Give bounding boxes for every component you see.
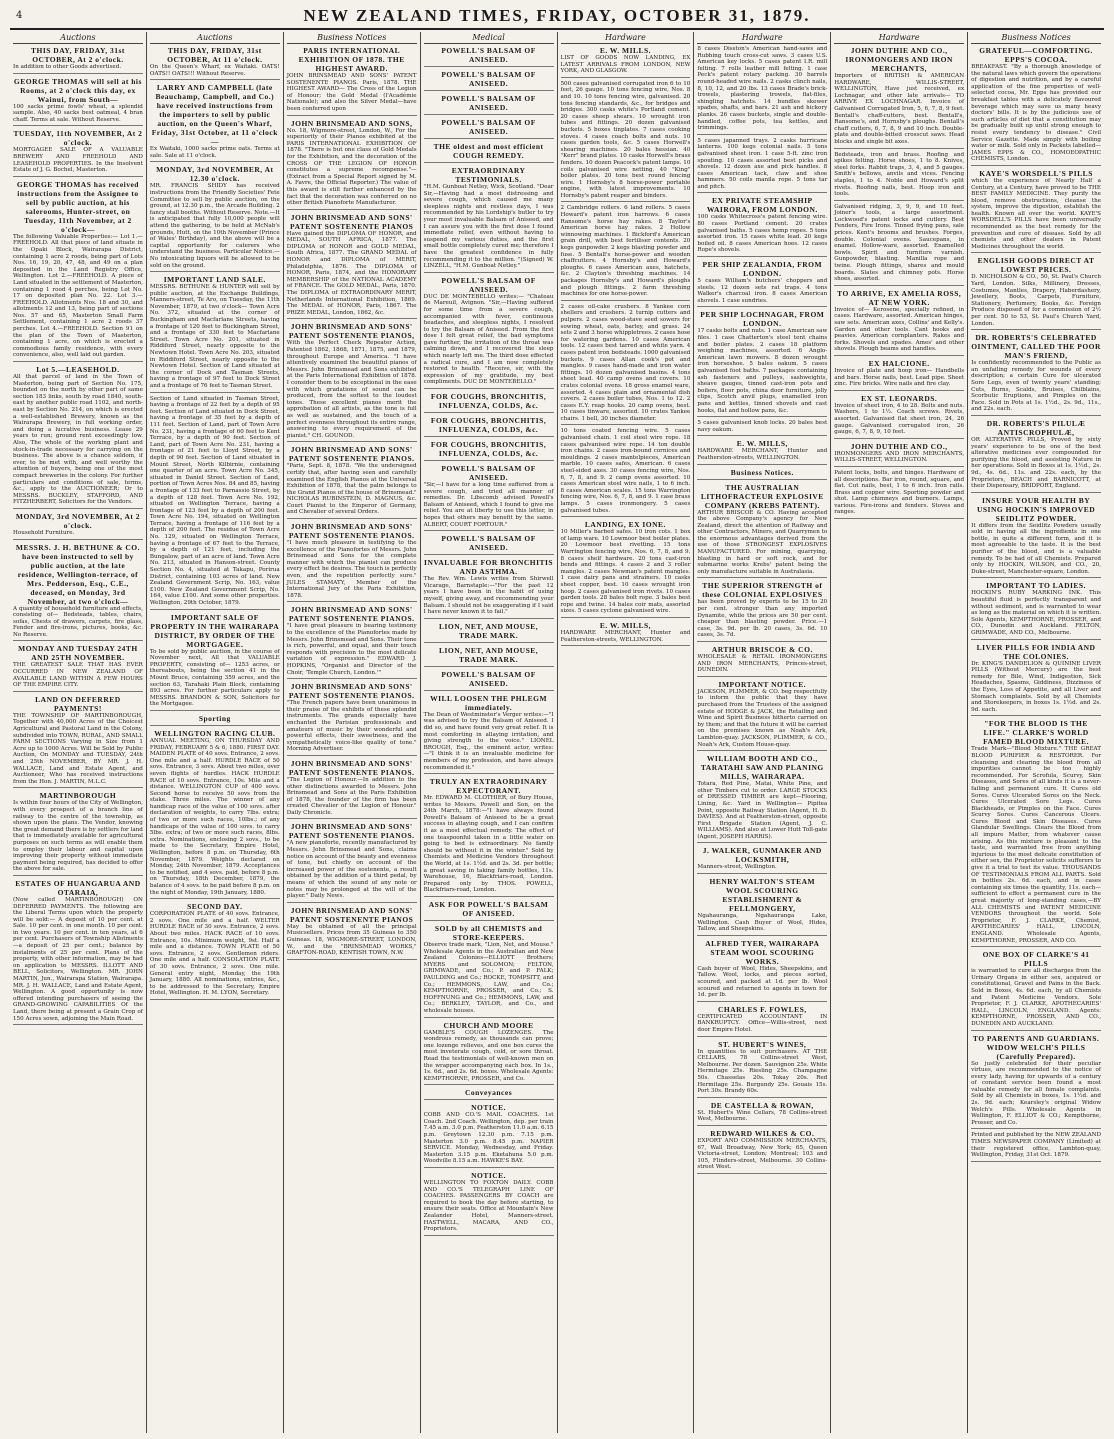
advertisement [697,1005,827,1037]
advertisement [697,877,827,936]
advertisement-body: Ngahauranga, Ngahauranga Lake, Wellington. Cash Buyer of Wool, Hides, Tallow, and Sheepskins. [697,913,828,933]
advertisement-body: Household Furniture. [13,529,75,536]
advertisement-body: THE TOWNSHIP OF MARTINBOROUGH, Together with 40,000 Acres of the Choicest Agricultural and Pastoral Land in the Colony, subdivided into TOWN, RURAL, AND SMALL FARM SECTIONS Varying in Size from 1 Acre up to 1000 Acres. Will be Sold by Public Auction, On MONDAY and TUESDAY, 24th and 25th NOVEMBER, BY MR. J. H. WALLACE, Land and Estate Agent, and Auctioneer, Who has received instructions from the Hon. J. MARTIN, M.L.C. [13,712,143,785]
advertisement-heading: CHURCH AND MOORE [443,1020,534,1030]
advertisement [834,152,964,201]
advertisement [13,77,143,127]
advertisement-body: Bedsteads, iron and brass. Roofing and spikes felting. Horse shoes, 1 to 8. Knives, steel forks. Rabbit traps, 3, 4, and 5 gauges. Smith's bellows, anvils and vices. Fencing staples, 1 to 4. Noble and Howard's split rivets. Roofing nails, best. Hoop iron and tools. [834,151,965,198]
advertisement-heading: JOHN BRINSMEAD AND SONS' PATENT SOSTENENTE PIANOS. [288,758,415,777]
advertisement-body: D. NICHOLSON & CO., 50, St. Paul's Church Yard, London. Silks, Millinery, Dresses, Costumes, Mantles, Drapery, Haberdashery, Jewellery, Boots, Carpets, Furniture, Stationery, Perfumery, Books, &c. Foreign Produce disposed of for a commission of 2½ per cent. 50 to 53, St. Paul's Church Yard, London. [971,274,1101,327]
advertisement-heading: TO ARRIVE, EX AMELIA ROSS, AT NEW YORK. [837,288,962,307]
advertisement-heading: SECOND DAY. [187,902,243,912]
advertisement [697,754,827,843]
advertisement-heading: LION, NET, AND MOUSE, TRADE MARK. [439,621,539,640]
advertisement [424,166,554,273]
advertisement-body: 17 casks bolts and nuts. 1 case American saw files. 1 case Chatterton's steel tent chains and boiler plates. 2 cases 18 platform weighing machines, assorted. 6 Anglo-American lawn mowers. 8 dozen wrought iron horseshoe. 5 bales oakum. 5 cases galvanised foot baths. 7 packages containing ash fasteners and pulleys, sashweights, sheave gauges, tinned cast-iron pots and boilers, floor pots, china door furniture, jolly clips, Scotch anvil plugs, enamelled iron pans and kettles, tinned shovels and cast hooks, flat and hollow pans, &c. [697,328,828,414]
advertisement [834,359,964,391]
advertisement [561,621,691,646]
advertisement-heading: THE oldest and most efficient COUGH REMEDY. [433,142,544,160]
advertisement [13,543,143,642]
advertisement [424,1103,554,1168]
advertisement-body: 500 cases galvanised corrugated iron 6 to 10 feet, 26 gauge. 10 tons fencing wire, Nos. 8 and 10. 10 tons fencing wire, galvanised. 20 tons fencing standards, &c., for bridges and bridges. 300 casks white's Portland cement. 20 cases sheep shears. 10 wrought iron tubes and fittings. 20 dozen galvanised buckets. 5 boxes tinplates. 7 cases cooking stoves. 4 cases coach bolts and nuts. 10 cases garden tools, &c. 5 cases Horwell's shearing machines. 20 bales hessian. 40 "Kerr" brand plates. 10 casks Horwell's brass fenders. 10 dozen Peacock's patent lamps. 10 coils galvanised wire netting. 40 "King" boiler plates. 20 tons best round fencing wire. 1 Hornsby's 8 horse-power portable engine, with latest improvements. 10 Hornsby's patent reaper and binders. [560,80,691,199]
advertisement [150,729,280,899]
advertisement [697,260,827,307]
advertisement-heading: POWELL'S BALSAM OF ANISEED. [441,118,536,136]
advertisement [287,119,417,210]
advertisement-heading: Sporting [198,713,231,723]
advertisement [834,289,964,356]
advertisement-body: MESSRS. BETHUNE & HUNTER will sell by public auction, at the Exchange Buildings, Manners-street, Te Aro, on Tuesday, the 11th November, 1879, at two o'clock— Town Acre No. 372, situated at the corner of Buckingham and Macfarlane Streets, having a frontage of 120 feet to Buckingham Street, and a frontage of 330 feet to Macfarlane Street. Town Acre No. 201, situated in Riddiford Street, nearly opposite to the Newtown Hotel. Town Acre No. 203, situated in Riddiford Street, nearly opposite to the Newtown Hotel. Section of Land situated at the corner of Dock and Tasman Streets, having a frontage of 97 feet to Dock Street and a frontage of 76 feet to Tasman Street. [149,284,280,389]
advertisement-body: MORTGAGEE SALE OF A VALUABLE BREWERY AND FREEHOLD AND LEASEHOLD PROPERTIES. In the Insolvent Estate of J. G. Bochel, Masterton. [13,147,143,174]
advertisement-body: WELLINGTON TO FOXTON DAILY. COBB AND CO.'S TELEGRAPH LINE OF COACHES. PASSENGERS BY COACH are required to book the day before starting, to ensure their seats. Office at Mountain's New Zealander Hotel, Manners-street. HASTWELL, MACARA, AND CO., Proprietors. [423,1180,554,1233]
advertisement-heading: FOR COUGHS, BRONCHITIS, INFLUENZA, COLDS, &c. [430,416,547,435]
advertisement [971,419,1101,493]
advertisement-heading: MONDAY AND TUESDAY 24TH AND 25TH NOVEMBER. [18,644,138,663]
advertisement-body: LIST OF GOODS NOW LANDING, EX LATEST ARRIVALS FROM LONDON, NEW YORK, AND GLASGOW. [560,55,691,75]
advertisement [971,333,1101,416]
advertisement-body: 2 cases oil-cake crushers. 8 Yankee corn shellers and crushers. 2 turnip cutters and pulpers. 2 cases wood-stave seed sowers for sowing wheat, oats, barley, and grass. 24 sets 2 and 3 horse whippletrees. 2 cases hose for watering gardens. 10 cases American tools. 12 cases best tarred and white yarn. 4 cases patent iron bedsteads. 1000 galvanised buckets. 9 cases Allan cook's pot and mangles. 9 cases hand-made and iron water fittings. 10 dozen galvanised basins. 4 tons sheet lead. 40 camp ovens and covers. 10 crates colonial ovens. 18 gross enamel ware, assorted. 4 cases plain and ornamental dish covers. 2 cases boiler tubes, Nos. 1 to 12. 2 cases E.Y. reap hooks. 20 camp ovens, best. 10 cases tinware, assorted. 10 crates Yankee chairs. 1 bell, 30 inches diameter. [560,303,691,422]
advertisement [697,581,827,642]
advertisement-body: 10 tons coated fencing wire. 5 cases galvanised chain. 1 coil steel wire rope. 18 cases galvanised wire rope. 14 ton double iron chains. 2 cases iron-bound cornices and mouldings. 2 cases mantelpieces, American marble. 10 cases safes, American. 6 cases steel-sided axes. 30 cases fencing wire, Nos. 6, 7, 8, and 9. 2 camp ovens assorted. 10 cases American steel wire nails, 1 to 6 inch. 8 cases American scales. 15 tons Warrington fencing wire, Nos. 6, 7, 8, and 9. 1 case brass lamps. 5 cases ironmongery. 5 cases galvanised tubes. [560,428,691,514]
advertisement [287,46,417,116]
advertisement [971,496,1101,579]
advertisement-body: Is confidently recommended to the Public as an unfailing remedy for wounds of every description; a certain Cure for ulcerated Sore Legs, even of twenty years' standing; Cuts, Burns, Scalds, Bruises, Chilblains, Scorbutic Eruptions, and Pimples on the Face. Sold in Pots at 1s. 1½d., 2s. 9d., 11s., and 22s. each. [971,360,1101,413]
advertisement [971,169,1101,254]
advertisement [697,680,827,751]
advertisement [561,46,691,78]
advertisement-body: HARDWARE MERCHANT, Hunter and Featherston-streets, WELLINGTON. [697,448,828,461]
advertisement-heading: POWELL'S BALSAM OF ANISEED. [441,464,536,483]
advertisement [13,879,143,1025]
advertisement-heading: FOR COUGHS, BRONCHITIS, INFLUENZA, COLDS, &c. [430,392,547,411]
advertisement-heading: LANDING, EX IONE. [584,520,666,530]
advertisement-body: BREAKFAST. "By a thorough knowledge of the natural laws which govern the operations of digestion and nutrition, and by a careful application of the fine properties of well-selected cocoa, Mr. Epps has provided our breakfast tables with a delicately flavoured beverage which may save us many heavy doctors' bills. It is by the judicious use of such articles of diet that a constitution may be gradually built up until strong enough to resist every tendency to disease." Civil Service Gazette. Made simply with boiling water or milk. Sold only in Packets labelled— JAMES EPPS & CO., HOMOEOPATHIC CHEMISTS, London. [971,64,1101,163]
advertisement-body: (Now called MARTINBOROUGH) ON DEFERRED PAYMENTS. The following are the Liberal Terms upon which the property will be sold:— A deposit of 10 per cent. at Sale. 10 per cent. in one month. 10 per cent. in two years. 10 per cent. in ten years, at 6 per cent. Purchasers of Township Allotments—a deposit of 25 per cent.; balance by instalments of 25 per cent. Plans of the property, with other information, may be had on application to MESSRS. ILLOTT AND BELL, Solicitors, Wellington. MR. JOHN MARTIN, Jun., Wairarapa Station, Wairarapa. MR. J. H. WALLACE, Land and Estate Agent, Wellington. A good opportunity is now offered intending purchasers of seeing the GRAND-GROWING CAPABILITIES Of the Land, there being at present a Grain Crop of 150 Acres sown, adjoining the Main Road. [13,896,143,1022]
advertisement [424,670,554,691]
advertisement [287,445,417,519]
advertisement-body: Is within four hours of the City of Wellington, with every prospect of a branch line of railway to the centre of the township, as shown upon the plans. The Vendor, knowing the great demand there is by settlers for land that is immediately available for agricultural purposes on such terms as will enable them to employ their labour and capital upon improving their property without immediate payment being required, has decided to offer the above for sale. [13,800,143,873]
advertisement-heading: ESTATES OF HUANGARUA AND OTARAIA, [15,878,141,897]
advertisement-body: DUC DE MONTEBELLO writes:— "Chateau de Mareuil, Avignon. "Sir,—Having suffered for some time from a severe cough, accompanied with fever, continuous headaches, and sleepless nights, I resolved to try the Balsam of Aniseed. From the first dose I felt great relief, the bad symptoms gave further, the irritation of the throat was calming down, and I recovered the sleep which nearly left me. The third dose effected a radical cure, and I am now completely restored to health. "Receive, sir, with the expression of my gratitude, my best compliments. DUC DE MONTEBELLO." [423,293,554,386]
advertisement-body: The following Valuable Properties:— Lot 1.—FREEHOLD. All that piece of land situate in the Opaki Block, Wairarapa District, containing 1 acre 2 roods, being part of Lots Nos. 16, 19, 20, 47, 48, and 49 on a plan deposited in the Land Registry Office, Wellington. Lot 2.—FREEHOLD. A piece of Land situated in the settlement of Masterton, containing 1 rood 4 perches, being Lot No. 17 on deposited plan No. 22. Lot 3.—FREEHOLD. Allotments Nos. 18 and 30, and allotments 12 and 13, being part of sections Nos. 57 and 65, Masterton Small Farm Settlement, containing 1 acre 2 roods 37 perches. Lot 4.—FREEHOLD. Section 91 on the plan of the Town of Masterton, containing 1 acre, on which is erected a commodious family residence, with every convenience, also, well laid out garden. [13,233,143,359]
advertisement-body: Dr. KING'S DANDELION & QUININE LIVER PILLS (Without Mercury) are the best remedy for Bile, Wind, Indigestion, Sick Headaches, Spasms, Giddiness, Dizziness of the Eyes, Loss of Appetite, and all Liver and Stomach complaints. Sold by all Chemists and Storekeepers, in boxes 1s. 1½d. and 2s. 9d. each. [971,660,1101,713]
advertisement-body: is warranted to cure all discharges from the Urinary Organs in either sex, acquired or constitutional, Gravel and Pains in the Back. Sold in Boxes, 4s. 6d. each, by all Chemists and Patent Medicine Vendors. Sole Proprietor, F. J. CLARKE, APOTHECARIES' HALL, LINCOLN, ENGLAND. Agents: KEMPTHORNE, PROSSER, AND CO., DUNEDIN AND AUCKLAND. [971,968,1101,1027]
advertisement-body: "Paris, Sept. 8, 1878. "We the undersigned certify that, after having seen and carefully examined the English Pianos at the Universal Exhibition of 1878, that the palm belongs to the Grand Pianos of the house of Brinsmead." NICHOLAS RUBINSTEIN, D. MAGNUS, &c. Court Pianist to the Emperor of Germany, and Chevalier of several Orders. [286,463,417,516]
advertisement [561,304,691,426]
advertisement [424,534,554,555]
advertisement [834,394,964,439]
advertisement-heading: JOHN BRINSMEAD AND SONS' PATENT SOSTENENTE PIANOS. [288,445,415,464]
advertisement-body: 5 cases galvanised knob locks. 20 bales best navy oakum. [697,420,828,433]
advertisement-body: May be obtained of all the principal Musicsellers. Prices from 35 Guineas to 350 Guineas. 18, WIGMORE-STREET, LONDON, W., and the "BRINSMEAD WORKS," GRAFTON-ROAD, KENTISH TOWN, N.W. [286,923,417,957]
advertisement [971,719,1101,947]
advertisement-heading: WELLINGTON RACING CLUB. [154,728,276,738]
advertisement-heading: DR. ROBERTS'S PILULÆ ANTISCROPHULÆ, [986,418,1086,437]
advertisement [424,694,554,774]
column-5 [558,32,695,1433]
advertisement-heading: LIVER PILLS FOR INDIA AND THE COLONIES. [976,642,1096,661]
advertisement-heading: NOTICE. [471,1103,507,1113]
advertisement-body: Invoice of plate and hoop iron— Handbells and bars. Horse nails, best. Lead pipe. Sheet zinc. Fire bricks. Wire nails and fire clay. [834,367,965,388]
advertisement-heading: ST. HUBERT'S WINES, [718,1039,807,1049]
advertisement-body: Invoice of— Kerosene, specially refined, in cases. Hardware, assorted. American hinges, saw sets. American axes, Collins' and Kelly's. Garden and other tools. Cant hooks and peavies. American cornplanters. Rakes and forks. Shovels and spades. Ames' and other shovels. Plough beams and handles. [834,306,965,353]
advertisement [13,791,143,876]
advertisement-heading: Lot 5.—LEASEHOLD. [36,365,120,375]
advertisement [834,204,964,286]
advertisement [697,1129,827,1174]
advertisement [971,950,1101,1030]
advertisement-heading: JOHN BRINSMEAD AND SONS' PATENT SOSTENENTE PIANOS, [288,322,415,341]
column-header: Hardware [697,32,827,44]
advertisement-body: In quantities to suit purchasers. AT THE CELLARS, 78 Collins-street West, Melbourne. Per dozen. Sauvignon 25s. White Hermitage 25s. Riesling 25s. Champagne 50s. Chasselas 20s. Tokay 20s. Red Hermitage 25s. Burgundy 25s. Gouais 15s. Port 30s. Brandy 60s. [697,1048,828,1095]
column-6 [694,32,831,1433]
advertisement-heading: JOHN BRINSMEAD AND SONS' PATENT SOSTENENTE PIANOS [290,212,414,231]
advertisement [424,440,554,461]
advertisement-body: So justly celebrated for their peculiar virtues, are recommended to the notice of every lady, having for upwards of a century of constant service been found a most valuable remedy for all female complaints. Sold by all Chemists in boxes, 1s. 1½d. and 2s. 9d. each; Kearsley's original Widow Welch's Pills. Wholesale Agents in Wellington, F. ELLIOT & CO.; Kempthorne, Prosser, and Co. [971,1060,1101,1126]
advertisement-body: A quantity of household furniture and effects, consisting of— Bedsteads, tables, chairs, sofas, Chests of drawers, carpets, fire glass, Fender and fire-irons, pictures, books, &c. No Reserve. [13,605,143,638]
advertisement-heading: HENRY WALTON'S STEAM WOOL SCOURING ESTABLISHMENT & FELLMONGERY, [709,877,816,914]
advertisement-body: Importers of BRITISH & AMERICAN HARDWARE, WILLIS-STREET, WELLINGTON, Have just received, ex Lochnagar, and other late arrivals— TO ARRIVE EX LOCHNAGAR. Invoice of Galvanised Corrugated Iron, 5, 6, 7, 8, 9 feet. Bentall's chaff-cutters, best. Bentall's, Ransome's, and Hornsby's ploughs. Bentall's chaff cutters, 6, 7, 8, 9 and 10 inch. Double-plate and double-bitted crosscut saws. Head blocks and single bit axes. [834,73,965,145]
advertisement-body: "I have great pleasure in bearing testimony to the excellence of the Pianofortes made by Messrs. John Brinsmead and Sons. Their tone is rich, powerful, and equal, and their touch responds with precision to the most delicate variation of expression." EDWARD J. HOPKINS, "Organist and Director of the Choir, 'Temple Church, London.'" [286,623,417,676]
advertisement [150,396,280,610]
advertisement [971,46,1101,166]
advertisement-heading: INSURE YOUR HEALTH BY USING HOCKIN'S IMPROVED SEIDLITZ POWDER. [976,495,1096,523]
advertisement [287,906,417,960]
advertisement-body: 5 cases japanned trays. 2 casks hurricane lanterns. 100 kegs colonial nails. 5 tons galvanised sheet iron. 1 case 5-ft. zinc iron spouting. 10 cases assorted best picks and shovels. 12 dozen axe and pick handles. 8 cases American tack, claw and shoe hammers. 50 coils manila rope. 5 tons tar and pitch. [697,137,828,190]
advertisement [150,902,280,1000]
column-header: Auctions [13,32,143,44]
advertisement-heading: E. W. MILLS, [599,620,652,630]
advertisement-body: Section of Land situated in Tasman Street, having a frontage of 22 feet by a depth of 95 feet. Section of Land situated in Dock Street, having a frontage of 35 feet by a depth of 111 feet. Section of Land, part of Town Acre No. 231, having a frontage of 60 feet to Kent Terrace, by a depth of 90 feet. Section of Land, part of Town Acre No. 231, having a frontage of 21 feet to Lloyd Street, by a depth of 90 feet. Section of Land situated in Mount Street, North Kilbirnie, containing one quarter of an acre. Town Acre No. 345, situated in Daniel Street. Section of Land, portion of Town Acres Nos. 84 and 85, having a frontage of 133 feet to Parnassio Street, by a depth of 128 feet. Town Acre No. 192, situated on Wellington Terrace, having a frontage of 123 feet by a depth of 200 feet. Town Acre No. 194, situated on Wellington Terrace, having a frontage of 116 feet by a depth of 200 feet. The residue of Town Acre No. 129, situated on Wellington Terrace, having a frontage of 67 feet to the Terrace, by a depth of 121 feet, including the Bungalow, part of an acre of land. Town Acre No. 213, situated in Hanson-street. County Section No. 4, situated at Takapu, Porirua District, containing 103 acres of land. New Zealand Government Scrip, No. 163, value £100. New Zealand Government Scrip, No. 164, value £100. And some other properties. Wellington, 29th October, 1879. [149,395,280,606]
advertisement [971,256,1101,330]
advertisement-heading: TUESDAY, 11th NOVEMBER, At 2 o'clock. [13,129,143,148]
advertisement [834,470,964,519]
advertisement-body: All that parcel of land in the Town of Masterton, being part of Section No. 175, bounded on the north by other part of same section 183 links, south by road 1840, south-east by another public road 1102, and north-east by Section No. 214, on which is erected a well-established Brewery, known as the Wairarapa Brewery, in full working order, and doing a lucrative business. Lease 29 years to run; ground rent exceedingly low. Also, The whole of the working plant and stock-in-trade necessary for carrying on the business. The above is a chance seldom, if ever, to be met with, and well worthy the attention of buyers, being one of the most compact breweries in the colony. For further particulars and conditions of sale, terms, &c., apply to the AUCTIONEER; Or to MESSRS. BUCKLEY, STAFFORD, AND FITZHERBERT, Solicitors for the Vendors. [13,374,143,506]
advertisement-heading: NOTICE. [471,1171,507,1181]
advertisement-body: No. 18, Wigmore-street, London, W., For the superiority of their Pianos exhibited at the PARIS INTERNATIONAL EXHIBITION OF 1878. "There is but one class of Gold Medals for the Exhibition, and the decoration of the CROSS OF THE LEGION OF HONOR constitutes a supreme recompense."—(Extract from a Special Report signed by M. A. Favre, the Official Reporter.) The value of this award is still further enhanced by the fact that the decoration was conferred on no other British Pianoforte Manufacturer. [286,127,417,207]
page-number: 4 [16,10,23,21]
column-header: Hardware [834,32,964,44]
advertisement [697,645,827,677]
advertisement [424,777,554,897]
advertisement-heading: SOLD by all CHEMISTS and STORE-KEEPERS. [434,924,543,942]
advertisement [13,695,143,789]
advertisement [150,275,280,393]
advertisement [424,276,554,389]
advertisement [697,138,827,194]
advertisement [697,939,827,1002]
advertisement-heading: JOHN BRINSMEAD AND SONS' PATENT SOSTENENTE PIANOS. [288,522,415,541]
advertisement [13,46,143,74]
advertisement [13,129,143,176]
advertisement [150,46,280,80]
advertisement [424,622,554,643]
advertisement [561,81,691,203]
masthead [10,4,1104,30]
advertisement-body: St. Hubert's Wine Cellars, 78 Collins-street West, Melbourne. [697,1109,828,1123]
advertisement-body: IRONMONGERS AND IRON MERCHANTS, WILLIS-STREET, WELLINGTON. [834,450,965,464]
advertisement-body: JOHN BRINSMEAD AND SONS' PATENT SOSTENENTE PIANOS. Paris, 1878. THE HIGHEST AWARD— The Cross of the Legion of Honour; the Gold Medal (l'Académie Nationale); and also the Silver Medal—have been conferred upon [286,73,417,112]
advertisement-body: Trade Mark—"Blood Mixture." THE GREAT BLOOD PURIFIER & RESTORER. For cleansing and clearing the blood from all impurities cannot be too highly recommended. For Scrofula, Scurvy, Skin Diseases, and Sores of all kinds it is a never-failing and permanent cure. It Cures old Sores. Cures Ulcerated Sores on the Neck. Cures Ulcerated Sore Legs. Cures Blackheads, or Pimples on the Face. Cures Scurvy Sores. Cures Cancerous Ulcers. Cures Blood and Skin Diseases. Cures Glandular Swellings. Clears the Blood from all impure Matter, from whatever cause arising. As this mixture is pleasant to the taste, and warranted free from anything injurious to the most delicate constitution of either sex, the Proprietor solicits sufferers to give it a trial to test its value. THOUSANDS OF TESTIMONIALS FROM ALL PARTS. Sold in bottles 2s. 6d. each, and in cases containing six times the quantity, 11s. each—sufficient to effect a permanent cure in the great majority of long-standing cases,—BY ALL CHEMISTS and PATENT MEDICINE VENDORS throughout the world. Sole Proprietor, F. J. CLARKE, Chemist, APOTHECARIES' HALL, LINCOLN, ENGLAND. Wholesale Agents, KEMPTHORNE, PROSSER, AND CO. [971,746,1101,944]
advertisement [971,581,1101,639]
advertisement [424,1171,554,1236]
advertisement-heading: JOHN BRINSMEAD AND SONS' PATENT SOSTENENTE PIANOS. [288,605,415,624]
advertisement [697,846,827,874]
advertisement-heading: DE CASTELLA & ROWAN, [710,1100,814,1110]
advertisement-heading: IMPORTANT NOTICE. [718,679,807,689]
advertisement-body: has been proved by experts to be 15 to 20 per cent. stronger than any imported Dynamite, while the prices are 50 per cent. cheaper than blasting powder. Price.—1 case, 3s. 9d. per lb. 20 cases, 3s. 6d. 10 cases, 3s. 7d. [697,599,828,639]
advertisement-heading: Business Notices. [730,467,794,477]
advertisement-heading: MESSRS. J. H. BETHUNE & CO. have been instructed to sell by public auction, at the late residence, Wellington-terrace, of Mrs. Pedderson, Esq., C.E., deceased, on Monday, 3rd November, at two o'clock— [15,542,141,606]
advertisement-heading: JOHN BRINSMEAD AND SONS' PATENT SOSTENENTE PIANOS [290,905,414,924]
advertisement-body: Observe trade mark, "Lion, Net, and Mouse." Wholesale Agents in the Australian and New Zealand Colonies—ELLIOTT Brothers; MYERS and SOLOMON; FELTON, GRIMWADE, and Co.; P. and P. FALK; PAULDING and Co.; ROCKE, TOMPSITT, and Co.; HEMMONS, LAW, and Co.; KEMPTHORNE, PROSSER, and Co.; S. HOFFNUNG and Co.; HEMMONS, LAW, and Co.; BERKLEY, TAYLOR, and Co., and wholesale houses. [423,942,554,1014]
page-title: NEW ZEALAND TIMES, FRIDAY, OCTOBER 31, 1879. [303,6,811,25]
advertisement [287,605,417,679]
advertisement-body: Cash buyer of Wool, Hides, Sheepskins, and Tallow. Wool, locks, and pieces sorted, scoured, and packed at 1d. per lb. Wool scoured and returned to agents in town for 1d. per lb. [697,965,828,999]
advertisement-body: With the Perfect Check Repeater Action, Patented 1862, 1868, 1871, 1875, and 1879, throughout Europe and America. "I have attentively examined the beautiful pianos of Messrs. John Brinsmead and Sons exhibited at the Paris International Exhibition of 1878. I consider them to be exceptional in the ease with which gradations of sound can be produced, from the softest to the loudest tones. These excellent pianos merit the approbation of all artists, as the tone is full as well as sustained, and the touch of a perfect evenness throughout its entire range, answering to every requirement of the pianist." CH. GOUNOD. [286,340,417,439]
advertisement-heading: ONE BOX OF CLARKE'S 41 PILLS [982,950,1090,969]
advertisement-body: 10 Miller's barbed safes. 10 iron cots. 1 box of lamp ware. 10 Lowmoor best boiler plates. 20 Lowmoor best rivetting. 15 tons Warrington fencing wire, Nos. 6, 7, 8, and 9. 8 cases shelf hardware. 20 tons cast-iron bends and fittings. 4 cases 2 and 3 roller mangles. 2 cases Newman's patent mangles. 1 case dairy pans and strainers. 10 casks sheet copper, best. 10 cases wrought iron hoop. 2 cases galvanised iron rivets. 10 cases garden tools. 28 bales bolt rope. 3 bales best rope and twine. 14 bales coir mats, assorted sizes. 5 cases cyclone galvanised wire. [560,529,691,615]
advertisement-body: ARTHUR BRISCOE & CO. Having accepted the above Company's agency for New Zealand, direct the attention of Railway and other Contractors, Miners, and Quarrymen to the enormous advantages derived from the use of those STRONGEST EXPLOSIVES MANUFACTURED. For mining, quarrying, blasting in hard or soft rock, and for submarine works Krebs' patent being the only manufacture suitable in Australasia. [697,509,828,575]
advertisement-body: 2 Cambridge rollers. 6 land rollers. 5 cases Howard's patent iron harrows. 6 cases Ransome's horse hay rakes. 8 Taylor's American horse hay rakes. 2 Hollow winnowing machines. 1 Bickford's American grain drill, with best fertiliser contents. 20 kegs gunpowder. 2 kegs blasting powder and fuse. 5 Bentall's horse-power and wooden chaffcutters. 4 Hornsby's and Howard's ploughs. 6 cases American axes, hatchets, &c. 2 Clayton's threshing machines. 14 packages Hornsby's and Howard's ploughs and plough fittings. 2 farm threshing machines for one horse-power. [560,205,691,298]
advertisement-heading: ASK FOR POWELL'S BALSAM OF ANISEED. [428,900,549,918]
advertisement-heading: THE AUSTRALIAN LITHOFRACTEUR EXPLOSIVE COMPANY (KREBS PATENT). [700,482,824,510]
advertisement-heading: LAND ON DEFERRED PAYMENTS! [35,694,121,713]
advertisement-heading: WILL LOOSEN THE PHLEGM immediately. [430,693,548,712]
advertisement [424,646,554,667]
advertisement-heading: IMPORTANT TO LADIES. [986,581,1086,591]
advertisement-heading: TRULY AN EXTRAORDINARY EXPECTORANT. [429,777,548,796]
advertisement-body: COBB AND CO.'S MAIL COACHES. 1st Coach. 2nd Coach. Wellington, dep. per train 7.45 a.m. 3.0 p.m. Featherston 11.0 a.m. 6.15 p.m. Greytown 12.30 p.m. 7.15 p.m. Masterton 3.0 p.m. 8.45 p.m. NAPIER SERVICE. Monday, Wednesday, and Friday. Masterton 3.15 p.m. Eketahuna 5.0 p.m. Woodville 8.15 a.m. HAWKE'S BAY. [423,1112,554,1165]
advertisement-body: CERTIFICATED ACCOUNTANT IN BANKRUPTCY. Office—Willis-street, next door Empire Hotel. [697,1013,828,1033]
advertisement-heading: EXTRAORDINARY TESTIMONIALS. [451,166,526,184]
advertisement [424,900,554,921]
advertisement [424,1088,554,1100]
advertisement [150,83,280,162]
advertisement-body: Printed and published by the NEW ZEALAND TIMES NEWSPAPER COMPANY (Limited) at their registered office, Lambton-quay, Wellington, Friday, 31st Oct. 1879. [971,1132,1101,1159]
advertisement-heading: THIS DAY, FRIDAY, 31st OCTOBER, At 11 o'clock. [167,46,263,64]
advertisement [971,1132,1101,1161]
advertisement [13,365,143,509]
column-7 [831,32,968,1433]
advertisement-heading: GRATEFUL—COMFORTING. EPPS'S COCOA. [979,46,1093,64]
advertisement-heading: PARIS INTERNATIONAL EXHIBITION OF 1878. THE HIGHEST AWARD. [298,46,405,73]
advertisement-heading: JOHN BRINSMEAD AND SONS' PATENT SOSTENENTE PIANOS. [288,822,415,841]
advertisement-heading: MONDAY, 3rd NOVEMBER, At 2 o'clock. [15,511,140,530]
advertisement [13,512,143,540]
advertisement-body: ANNUAL MEETING, ON THURSDAY AND FRIDAY, FEBRUARY 5 & 6, 1880. FIRST DAY. MAIDEN PLATE of 40 sovs. Entrance, 2 sovs. One mile and a half. HURDLE RACE of 50 sovs. Entrance, 3 sovs. About two miles, over seven flights of hurdles. HACK HURDLE RACE of 10 sovs. Entrance, 10s. Mile and a distance. WELLINGTON CUP of 400 sovs. Second horse to receive 50 sovs from the stake. Three miles. The winner of any handicap race of the value of 100 sovs. after declaration of weights, to carry 7lbs. extra; of two or more such races, 10lbs.; of any handicaps of the value of 100 sovs. to carry 5lbs. extra; of two or more such races, 8lbs. extra. Nominations, enclosing 2 sovs., to be made to the Secretary, Empire Hotel, Wellington, before 8 p.m. on Thursday, 6th November, 1879. Weights declared on Monday, 24th November, 1879. Acceptances to be notified, and 4 sovs. paid, before 8 p.m. on Thursday, 18th December, 1879, the balance of 4 sovs. to be paid before 8 p.m. on the night of Monday, 19th January, 1880. [149,737,280,896]
advertisement-heading: LION, NET, AND MOUSE, TRADE MARK. [439,645,539,664]
advertisement-body: JACKSON, PLIMMER, & CO. beg respectfully to inform the public that they have purchased from the Trustees of the assigned estate of HODGE & JACK, the Retailing and Wine and Spirit Business hitherto carried on by them; and that the future it will be carried on the premises known as Noah's Ark, Lambton-quay. JACKSON, PLIMMER, & CO., Noah's Ark, Custom House-quay. [697,688,828,748]
advertisement [561,205,691,300]
advertisement-heading: THIS DAY, FRIDAY, 31st OCTOBER, At 2 o'clock. [30,46,125,64]
advertisement-heading: POWELL'S BALSAM OF ANISEED. [441,70,536,88]
advertisement-heading: PER SHIP LOCHNAGAR, FROM LONDON. [700,310,825,329]
advertisement [287,822,417,902]
advertisement [150,165,280,272]
advertisement [287,522,417,602]
advertisement-heading: ENGLISH GOODS DIRECT AT LOWEST PRICES. [977,256,1095,275]
advertisement-body: "A new pianoforte, recently manufactured by Messrs. John Brinsmead and Sons, claims notice on account of the beauty and evenness of tone, but chiefly on account of the increased power of the sostenente, a result obtained by the addition of a third pedal, by means of which the sound of any note or notes may be prolonged at the will of the player." Daily News. [286,840,417,900]
advertisement-heading: THE SUPERIOR STRENGTH of these COLONIAL EXPLOSIVES [702,581,823,600]
advertisement-heading: IMPORTANT SALE OF PROPERTY IN THE WAIRARAPA DISTRICT, BY ORDER OF THE MORTGAGEE. [150,612,280,649]
advertisement-body: The Dean of Westminster's Verger writes:—"I was advised to try the Balsam of Aniseed. I did so, and have found very great relief. It is most comforting in allaying irritation, and giving strength to the voice." LIONEL BROUGH, Esq., the eminent actor, writes:—"I think it is an invaluable medicine for members of my profession, and have always recommended it." [423,711,554,771]
advertisement-body: MR. FRANCIS SHIDY has received instructions from the Friendly Societies' Fete Committee to sell by public auction, on the ground, at 12.30 p.m., the Arcade Building. 2 fancy stall booths. Without Reserve. Note.—It is anticipated that fully 10,000 people will attend the gathering, to be held at McNab's grounds, Hutt, on the 10th November (Prince of Wales' Birthday), and the above will be a capital opportunity for caterers who understand the business. Particular Notice.—No intoxicating liquors will be allowed to be sold on the ground. [149,183,280,269]
column-3 [284,32,421,1433]
advertisement [424,416,554,437]
advertisement-body: "I have much pleasure in testifying to the excellence of the Pianofortes of Messrs. John Brinsmead and Sons for the complete manner with which the pianist can produce every effect he desires. The touch is perfectly even, and the repetition perfectly sure." JULES STAMATY, Member of the International Jury of the Paris Exhibition, 1878. [286,540,417,599]
advertisement-heading: PER SHIP ZEALANDIA, FROM LONDON. [702,260,823,279]
advertisement-heading: DR. ROBERTS'S CELEBRATED OINTMENT, CALLED THE POOR MAN'S FRIEND, [971,333,1101,361]
advertisement-body: CORPORATION PLATE of 40 sovs. Entrance, 2 sovs. One mile and a half. WELTER HURDLE RACE of 30 sovs. Entrance, 2 sovs. About two miles. HACK RACE of 10 sovs. Entrance, 10s. Minimum weight, 9st. Half a mile and a distance. TOWN PLATE of 50 sovs. Entrance, 2 sovs. Gentlemen riders. One mile and a half. CONSOLATION PLATE of 30 sovs. Entrance, 2 sovs. One mile. General entry night, Monday, the 19th January, 1880. All nominations, entries, &c., to be addressed to the Secretary, Empire Hotel, Wellington. H. M. LYON, Secretary. [149,911,280,997]
advertisement-heading: MARTINBOROUGH [39,791,117,801]
advertisement [697,439,827,464]
advertisement-body: In addition to other Goods advertised. [13,64,122,70]
advertisement-body: To be sold by public auction, in the course of November next, All that VALUABLE PROPERTY, consisting of— 1253 acres, or thereabouts, being the section 41 in the Mount Bruce, containing 359 acres, and the section 63, Tarahaki Plain Block, containing 893 acres. For further particulars apply to MESSRS. BRANDON & SON, Solicitors for the Mortgagee. [149,648,280,708]
advertisement [697,1101,827,1126]
advertisement [834,442,964,467]
advertisement-body: EXPORT AND COMMISSION MERCHANTS, 67, Wall Broadway, New York; 65, Queen Victoria-street, London; Montreal; 103 and 105, Flinders-street, Melbourne. 30 Collins-street West. [697,1137,828,1171]
advertisement-heading: INVALUABLE FOR BRONCHITIS AND ASTHMA. [424,558,554,577]
advertisement [424,392,554,413]
advertisement-heading: REDWARD WILKES & CO. [710,1128,815,1138]
advertisement [13,644,143,691]
advertisement-body: Have gained the DIPLOMA OF HONOR, and MEDAL, SOUTH AFRICA, 1877. The DIPLOMA of HONOR and GOLD MEDAL, South Africa, 1877. The GRAND MEDAL of HONOR and DIPLOMA of MERIT, Philadelphia, 1876. The DIPLOMA of HONOR, Paris, 1874, and the HONORARY MEMBERSHIP of the NATIONAL ACADEMY of FRANCE. The GOLD MEDAL, Paris, 1870. The DIPLOMA of EXTRAORDINARY MERIT, Netherlands International Exhibition, 1869. The MEDAL of HONOR, Paris, 1867. The PRIZE MEDAL, London, 1862, &c. [286,230,417,316]
advertisement-heading: ARTHUR BRISCOE & CO. [711,645,813,654]
column-header: Auctions [150,32,280,44]
advertisement [150,613,280,711]
advertisement [697,196,827,257]
advertisement-heading: JOHN BRINSMEAD AND SONS' PATENT SOSTENENTE PIANOS. [288,682,415,701]
advertisement-heading: JOHN DUTHIE AND CO., IRONMONGERS AND IRON MERCHANTS, [845,46,953,73]
advertisement [287,682,417,756]
column-1 [10,32,147,1433]
advertisement [697,46,827,135]
advertisement-heading: POWELL'S BALSAM OF ANISEED. [441,275,536,294]
advertisement-heading: POWELL'S BALSAM OF ANISEED. [441,669,536,688]
column-header: Business Notices [971,32,1101,44]
advertisement-heading: POWELL'S BALSAM OF ANISEED. [441,94,536,112]
advertisement-body: HARDWARE MERCHANT, Hunter and Featherston-streets, WELLINGTON. [560,629,691,643]
advertisement [424,142,554,163]
advertisement [424,558,554,619]
advertisement-body: GAMBLE'S COUGH LOZENGES. The wondrous remedy, as thousands can prove; one lozenge relieves, and one box cures the most inveterate cough, cold, or sore throat. Read the testimonials of well-known men on the wrapper accompanying each box. In 1s., 1s. 6d., and 2s. 6d. boxes. Wholesale Agents: KEMPTHORNE, PROSSER, and Co. [423,1029,554,1082]
advertisement-heading: IMPORTANT LAND SALE. [163,275,266,285]
advertisement-body: Ex Waitaki, 1000 sacks prime oats. Terms at sale. Sale at 11 o'clock. [149,146,280,159]
advertisement [561,520,691,618]
advertisement-heading: GEORGE THOMAS has received instructions from the Assignee to sell by public auction, at his salerooms, Hunter-street, on Tuesday, 11th November, at 2 o'clock— [16,179,139,234]
advertisement [13,180,143,362]
advertisement-body: HOCKIN'S RUBY MARKING INK. This beautiful fluid is perfectly transparent and without sediment, and is warranted to wear as long as the material on which it is written. Sole Agents, KEMPTHORNE, PROSSER, and CO., Dunedin and Auckland. FELTON, GRIMWADE, AND CO., Melbourne. [971,590,1101,636]
columns-container [10,32,1104,1433]
advertisement [697,310,827,417]
advertisement [424,924,554,1018]
column-header: Hardware [561,32,691,44]
advertisement-body: Patent locks, bolts, and hinges. Hardware of all descriptions. Bar iron, round, square, and flat. Cut nails, best, 1 to 6 inch. Iron rails. Brass and copper wire. Sporting powder and shot. Lamp chimneys and burners. Lamps, various. Fire-irons and fenders. Stoves and ranges. [834,469,965,516]
advertisement-body: WHOLESALE & RETAIL IRONMONGERS AND IRON MERCHANTS, Princes-street, DUNEDIN. [697,654,828,674]
column-header: Medical [424,32,554,44]
advertisement-body: THE GREATEST SALE THAT HAS EVER OCCURRED IN NEW ZEALAND OF AVAILABLE LAND WITHIN A FEW HOURS OF THE EMPIRE CITY. [13,662,143,689]
advertisement-body: 100 casks Whitecross's patent fencing wire. 80 cases Portland cement. 20 crates galvanised baths. 5 cases hemp ropes. 5 tons assorted iron. 15 cases white lead. 20 kegs boiled oil. 8 cases American hoes. 12 cases Rope's shovels. [697,214,828,254]
advertisement-body: "H.M. Gunboat Netley, Wick, Scotland. "Dear Sir,—Having had a most distressing and severe cough, which caused me many sleepless nights and restless days, I was recommended by his Lordship's butler to try your most invaluable Balsam of Aniseed, and I can assure you with the first dose I found immediate relief, even without having to suspend my various duties, and the first small bottle completely cured me; therefore I have the greatest confidence in fully recommending it to the million. "(Signed) W. LINZELL, "H.M. Gunboat Netley." [423,184,554,270]
advertisement-body: It differs from the Seidlitz Powders usually sold in having all the ingredients in one bottle, in quite a different form, and it is most agreeable to the taste. It is the best purifier of the blood, and is a valuable remedy. To be had of all Chemists. Prepared only by HOCKIN, WILSON, and CO., 20, Duke-street, Manchester-square, London. [971,522,1101,575]
advertisement-body: OR ALTERATIVE PILLS, Proved by sixty years' experience to be one of the best alterative medicines ever compounded for purifying the blood, and assisting Nature in her operations. Sold in Boxes at 1s. 1½d., 2s. 9d., 4s. 6d., 11s. and 22s. each, by the Proprietors, BEACH and BARNICOTT, at their Dispensary, BRIDPORT, England. [971,436,1101,490]
advertisement [287,759,417,820]
advertisement-body: 5 cases William's butchers' choppers and steels. 12 dozen sets rat traps. 4 tons Walker's charcoal iron. 8 cases American shovels. 1 case sundries. [697,278,828,304]
advertisement [287,213,417,320]
advertisement-body: "The Legion of Honour.—In addition to the other distinctions awarded to Messrs. John Brinsmead and Sons at the Paris Exhibition of 1878, the founder of the firm has been created Chevalier of the Legion of Honour." Daily Chronicle. [286,776,417,816]
advertisement-heading: EX PRIVATE STEAMSHIP WAIRORA, FROM LONDON. [706,196,818,215]
advertisement-heading: E. W. MILLS. [599,46,652,55]
advertisement [424,118,554,139]
advertisement-heading: POWELL'S BALSAM OF ANISEED. [441,46,536,64]
column-8 [968,32,1104,1433]
advertisement-heading: "FOR THE BLOOD IS THE LIFE." CLARKE'S WORLD FAMED BLOOD MIXTURE. [983,719,1090,747]
advertisement-body: 100 sacks prime fowls' wheat, a splendid sample. Also, 40 sacks best oatmeal, 4 bran chaff. Terms at sale. Without Reserve. [13,103,143,123]
advertisement-heading: FOR COUGHS, BRONCHITIS, INFLUENZA, COLDS, &c. [430,440,547,459]
advertisement [697,483,827,579]
advertisement-body: 8 cases Disston's American hand-saws and Rubbing touch cross-cut saws. 3 cases U.S. American key locks. 5 cases patent I.R. mill felting. 7 rolls leather mill felting. 1 case Peck's patent rotary packing. 30 barrels round-headed wire nails. 2 casks clinch nails, 8, 10, 12, and 20 lbs. 13 cases Brade's brick-trowels, plastering trowels, flat-files, shingling hatchets. 14 bundles skewer spades, shafts, and bars. 21 ash and hickory planks. 26 cases buckets, single and double-handled, coffee pots, tea kettles, and trimmings. [697,46,828,132]
advertisement-heading: EX ST. LEONARDS. [861,393,938,403]
advertisement-body: "Sir,—I have for a long time suffered from a severe cough, and tried all manner of remedies. Dr. Libscomb advised Powell's Balsam of Aniseed, which I found to give me relief. You are at liberty to use this letter, in hopes that others may benefit by the same. ALBERT, COURT FORTOUR." [423,482,554,528]
advertisement [424,94,554,115]
advertisement-heading: EX HALCIONE. [868,358,930,368]
advertisement [834,46,964,149]
advertisement-body: Mr. EDWARD M. CLOTHIER, of Bury House, writes to Messrs. Powell and Son, on the 24th March, 1878:—"I have always found Powell's Balsam of Aniseed to be a great success in allaying cough, and I can confirm it as a most effectual remedy. The effect of one teaspoonful taken in a little water on going to bed is extraordinary. No family should be without it in the winter." Sold by Chemists and Medicine Vendors throughout the World, at 1s. 1½d. and 2s. 3d. per bottle; a great saving in taking family bottles, 11s. Warehouse, 16, Blackfriars-road, London. Prepared only by THOS. POWELL, Blackfriars-road, London. [423,795,554,894]
advertisement [561,428,691,517]
advertisement [971,1034,1101,1130]
advertisement [287,322,417,442]
advertisement [150,714,280,726]
advertisement [424,464,554,531]
column-header: Business Notices [287,32,417,44]
advertisement-body: Invoice of sheet iron, 4 to 28. Bolts and nuts. Washers, 1 to 1½. Coach screws. Rivets, assorted. Galvanised flat sheet iron, 24, 26 gauge. Galvanised corrugated iron, 26 gauge, 6, 7, 8, 9, 10 feet. [834,402,965,436]
advertisement-heading: TO PARENTS AND GUARDIANS. WIDOW WELCH'S PILLS (Carefully Prepared). [972,1033,1100,1061]
column-2 [147,32,284,1433]
advertisement-heading: KAYE'S WORSDELL'S PILLS [979,168,1093,178]
advertisement-body: which the experience of Nearly Half a Century, at a Century, have proved to be THE BEST FAMILY MEDICINE. They purify the blood, remove obstructions, cleanse the system, improve the digestion, establish the health. Known all over the world. KAYE'S WORSDELL'S PILLS have been universally recommended as the best remedy for the prevention and cure of disease. Sold by all chemists and other dealers in Patent Medicines throughout the world. [971,177,1101,250]
advertisement-heading: ALFRED TYER, WAIRARAPA STEAM WOOL SCOURING WORKS. [705,938,820,966]
advertisement-heading: POWELL'S BALSAM OF ANISEED. [441,534,536,553]
advertisement-heading: LARRY AND CAMPBELL (late Beauchamp, Campbell, and Co.) have received instructions from the importers to sell by public auction, on the Queen's Wharf, Friday, 31st October, at 11 o'clock— [151,83,278,147]
advertisement [424,46,554,67]
advertisement-heading: J. WALKER, GUNMAKER AND LOCKSMITH, [702,846,822,865]
advertisement-heading: GEORGE THOMAS will sell at his Rooms, at 2 o'clock this day, ex Wainui, from South— [13,76,142,104]
advertisement-body: Totara, Red Pine, Matai, White Pine, and other Timbers cut to order. LARGE STOCKS of DRESSED TIMBER are kept—Flooring, Lining, &c. Yard in Wellington— Pipitea Point, opposite Railway Station (Agent, H. D. DAVIES). And at Featherston-street, opposite First Brigade Station (Agent, J. C. WILLIAMS). And also at Lower Hutt Toll-gate (Agent, JOSEPH HARRIS). [697,781,828,840]
advertisement [424,1021,554,1086]
advertisement [971,643,1101,717]
advertisement-heading: JOHN BRINSMEAD AND SONS, [290,118,413,128]
advertisement-body: Galvanised ridging, 3, 9, 9, and 10 feet. Joiner's tools, a large assortment. Lockwood's patent locks and cutlery. Best Fenders, Fire Irons. Tinned frying pans, sale prices. Kent's brooms and brushes. Forges, double. Colonial ovens. Saucepans, in enamel. Hollow-ware, assorted. Enamelled bowls. Spirit and furniture varnish. Gunpowder, blasting. Manilla rope and twine. Plough fittings, shares and mould boards. Slates and chimney pots. Horse shoes, assorted. [834,203,965,283]
advertisement [697,468,827,480]
advertisement-heading: E. W. MILLS, [736,439,788,449]
advertisement-heading: JOHN DUTHIE AND CO., [850,441,948,451]
advertisement [424,70,554,91]
advertisement-body: The Rev. Wm. Lewis writes from Shirwell Vicarage, Barnstaple:—"For the past 12 years I have been in the habit of using myself, giving away, and recommending your Balsam. I should not be exaggerating if I said I have never known it to fail." [423,576,554,616]
advertisement-heading: CHARLES F. FOWLES, [717,1004,807,1014]
advertisement-body: "The French papers have been unanimous in their praise of the exhibits of these splendid instruments. The grands especially have enchanted the Parisian professionals and amateurs of music by their wonderful and powerful effects, their sweetness, and the sympathetically voice-like quality of tone." Morning Advertiser. [286,700,417,753]
advertisement-heading: WILLIAM BOOTH AND CO., TARATAHI SAW AND PLANING MILLS, WAIRARAPA. [700,754,824,782]
column-4 [421,32,558,1433]
advertisement-heading: Conveyances [464,1088,513,1098]
advertisement [697,1040,827,1098]
advertisement-body: On the Queen's Wharf, ex Waitaki. OATS! OATS!! OATS!!! Without Reserve. [149,64,280,77]
advertisement-body: Manners-street, Wellington. [697,864,777,871]
advertisement-heading: MONDAY, 3rd NOVEMBER, At 12.30 o'clock. [156,165,274,184]
advertisement [697,420,827,436]
